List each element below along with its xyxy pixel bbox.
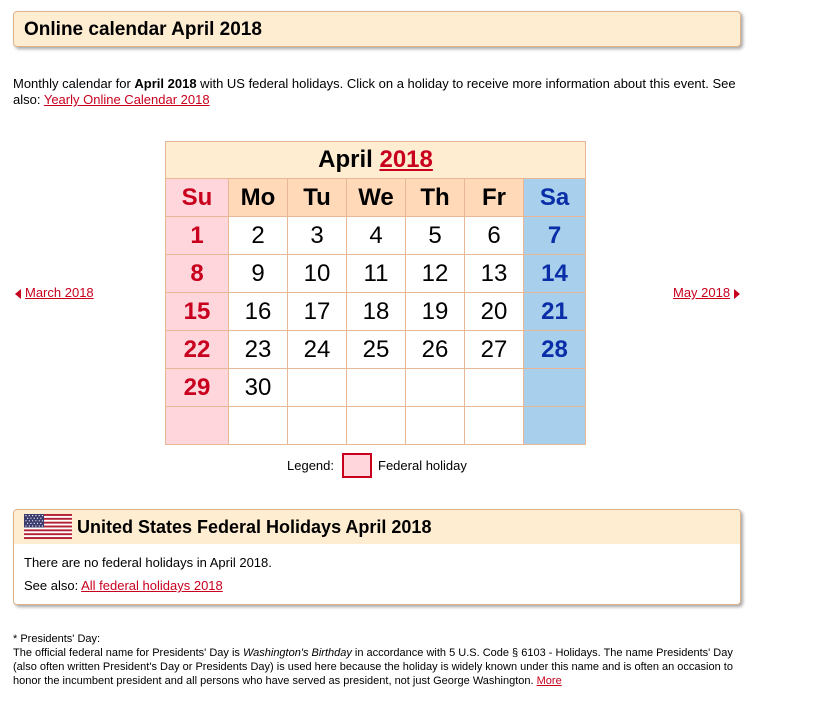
footnote — [13, 632, 743, 688]
calendar-year-link[interactable]: 2018 — [379, 146, 433, 173]
page-title: Online calendar April 2018 — [24, 19, 262, 40]
day-cell: 20 — [465, 293, 524, 331]
federal-holidays-header — [14, 510, 740, 544]
weekday-we: We — [347, 179, 406, 217]
triangle-right-icon — [734, 289, 740, 299]
footnote-body — [13, 646, 743, 688]
intro-suffix: with US federal holidays. Click on a holiday to receive more information about this event. See also: — [13, 76, 736, 107]
weekday-su: Su — [166, 179, 229, 217]
week-row — [166, 331, 586, 369]
day-cell: 30 — [229, 369, 288, 407]
intro-text — [13, 76, 743, 108]
day-cell — [347, 369, 406, 407]
day-cell: 9 — [229, 255, 288, 293]
day-cell: 17 — [288, 293, 347, 331]
page-header-box — [13, 11, 741, 47]
week-row — [166, 293, 586, 331]
us-flag-icon — [24, 514, 72, 539]
day-cell: 10 — [288, 255, 347, 293]
day-cell: 2 — [229, 217, 288, 255]
day-cell: 1 — [166, 217, 229, 255]
day-cell — [347, 407, 406, 445]
day-cell — [465, 369, 524, 407]
weekday-sa: Sa — [524, 179, 586, 217]
day-cell: 22 — [166, 331, 229, 369]
day-cell — [288, 407, 347, 445]
legend-holiday-text: Federal holiday — [378, 458, 467, 473]
intro-prefix: Monthly calendar for — [13, 76, 135, 91]
weekday-mo: Mo — [229, 179, 288, 217]
see-also-label: See also: — [24, 578, 82, 593]
day-cell — [166, 407, 229, 445]
prev-month-nav[interactable] — [15, 285, 94, 300]
day-cell: 28 — [524, 331, 586, 369]
day-cell: 24 — [288, 331, 347, 369]
week-row — [166, 217, 586, 255]
day-cell: 29 — [166, 369, 229, 407]
triangle-left-icon — [15, 289, 21, 299]
week-row — [166, 369, 586, 407]
footnote-heading: * Presidents' Day: — [13, 633, 101, 645]
footnote-italic: Washington's Birthday — [242, 647, 352, 659]
legend-swatch — [342, 453, 372, 478]
week-row — [166, 407, 586, 445]
federal-holidays-title: United States Federal Holidays April 2018 — [77, 517, 432, 537]
weekday-th: Th — [406, 179, 465, 217]
day-cell: 21 — [524, 293, 586, 331]
day-cell: 7 — [524, 217, 586, 255]
yearly-calendar-link[interactable]: Yearly Online Calendar 2018 — [43, 92, 210, 107]
next-month-link[interactable]: May 2018 — [673, 285, 731, 300]
day-cell: 15 — [166, 293, 229, 331]
next-month-nav[interactable] — [673, 285, 740, 300]
day-cell: 6 — [465, 217, 524, 255]
day-cell — [288, 369, 347, 407]
day-cell: 27 — [465, 331, 524, 369]
day-cell: 16 — [229, 293, 288, 331]
day-cell: 23 — [229, 331, 288, 369]
footnote-more-link[interactable]: More — [536, 675, 562, 687]
day-cell: 11 — [347, 255, 406, 293]
day-cell: 14 — [524, 255, 586, 293]
day-cell — [465, 407, 524, 445]
day-cell — [524, 369, 586, 407]
all-federal-holidays-link[interactable]: All federal holidays 2018 — [81, 578, 223, 593]
footnote-text-1: The official federal name for Presidents' Day is — [13, 647, 243, 659]
day-cell: 19 — [406, 293, 465, 331]
legend-label: Legend: — [287, 458, 334, 473]
day-cell: 5 — [406, 217, 465, 255]
intro-bold: April 2018 — [134, 76, 197, 91]
day-cell — [406, 407, 465, 445]
day-cell: 3 — [288, 217, 347, 255]
day-cell: 8 — [166, 255, 229, 293]
day-cell: 25 — [347, 331, 406, 369]
day-cell: 13 — [465, 255, 524, 293]
weekday-header-row — [166, 179, 586, 217]
calendar-month: April — [318, 146, 373, 173]
day-cell: 4 — [347, 217, 406, 255]
no-holidays-text: There are no federal holidays in April 2018. — [24, 555, 272, 570]
week-row — [166, 255, 586, 293]
weekday-fr: Fr — [465, 179, 524, 217]
see-also-line — [24, 578, 223, 593]
day-cell: 18 — [347, 293, 406, 331]
federal-holidays-box — [13, 509, 741, 605]
day-cell — [406, 369, 465, 407]
prev-month-link[interactable]: March 2018 — [25, 285, 94, 300]
day-cell: 26 — [406, 331, 465, 369]
calendar-caption — [166, 142, 586, 179]
weekday-tu: Tu — [288, 179, 347, 217]
day-cell: 12 — [406, 255, 465, 293]
footnote-text-2: in accordance with 5 U.S. Code § 6103 - Holidays. The name Presidents' Day (also often written President's Day or Presidents Day) is used here because the holiday is widely known under this name and is often an occasion to honor the incumbent president and all persons who have served as president, not just George Washington. — [13, 647, 733, 687]
calendar-table — [165, 141, 586, 445]
day-cell — [229, 407, 288, 445]
day-cell — [524, 407, 586, 445]
